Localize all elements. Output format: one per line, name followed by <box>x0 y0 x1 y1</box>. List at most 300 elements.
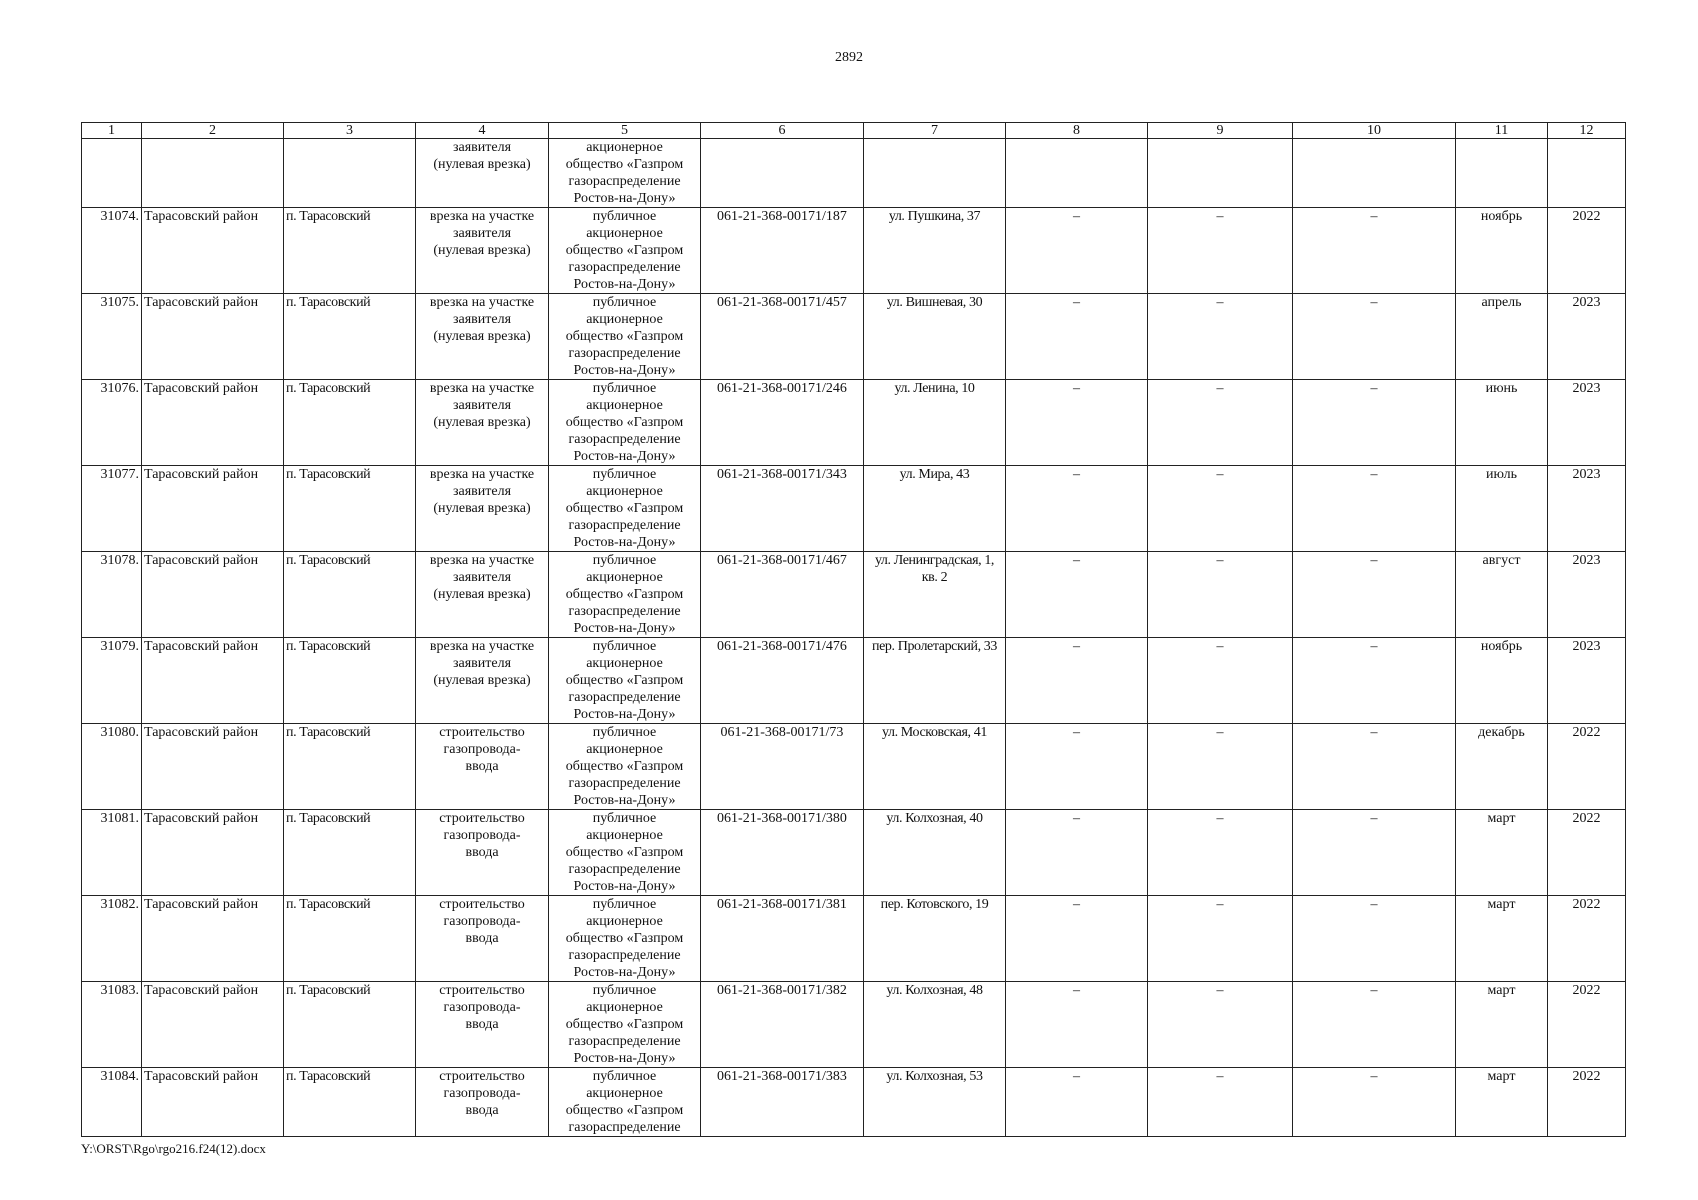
cell-col8-text: – <box>1073 639 1080 654</box>
cell-address <box>864 810 1006 896</box>
cell-number-text: 31083. <box>100 983 139 998</box>
cell-month-text: март <box>1487 1069 1516 1084</box>
cell-address <box>864 1068 1006 1137</box>
cell-col9-text: – <box>1216 983 1224 998</box>
cell-col8 <box>1006 810 1148 896</box>
cell-district <box>142 139 284 208</box>
cell-year <box>1548 896 1626 982</box>
table-row <box>82 1068 1626 1137</box>
table-row <box>82 294 1626 380</box>
cell-work-type <box>416 810 549 896</box>
cell-address-text: ул. Московская, 41 <box>882 725 987 740</box>
cell-number <box>82 982 142 1068</box>
cell-col10 <box>1293 466 1456 552</box>
cell-col9-text: – <box>1216 209 1224 224</box>
cell-col10 <box>1293 552 1456 638</box>
cell-operator <box>549 294 701 380</box>
cell-district <box>142 810 284 896</box>
cell-operator <box>549 466 701 552</box>
cell-col10 <box>1293 810 1456 896</box>
cell-col9 <box>1148 1068 1293 1137</box>
cell-work-type <box>416 139 549 208</box>
cell-month <box>1456 896 1548 982</box>
cell-month <box>1456 466 1548 552</box>
cell-work-type-text: строительство газопровода- ввода <box>439 725 525 774</box>
cell-col8 <box>1006 139 1148 208</box>
cell-col10 <box>1293 294 1456 380</box>
cell-col9-text: – <box>1216 553 1224 568</box>
cell-col9-text: – <box>1216 295 1224 310</box>
cell-work-type-text: строительство газопровода- ввода <box>439 1069 525 1118</box>
cell-month-text: март <box>1487 811 1516 826</box>
cell-code <box>701 1068 864 1137</box>
cell-operator-text: публичное акционерное общество «Газпром газораспределение <box>565 1069 684 1135</box>
cell-district-text: Тарасовский район <box>144 295 259 310</box>
cell-work-type-text: врезка на участке заявителя (нулевая врезка) <box>429 295 535 344</box>
cell-year-text: 2022 <box>1572 811 1601 826</box>
cell-col9 <box>1148 552 1293 638</box>
column-header: 9 <box>1148 123 1293 139</box>
cell-work-type-text: строительство газопровода- ввода <box>439 811 525 860</box>
cell-year-text: 2023 <box>1572 381 1601 396</box>
cell-number <box>82 380 142 466</box>
cell-code-text: 061-21-368-00171/380 <box>717 811 847 826</box>
cell-code <box>701 294 864 380</box>
column-header: 5 <box>549 123 701 139</box>
cell-code <box>701 896 864 982</box>
cell-district-text: Тарасовский район <box>144 1069 259 1084</box>
cell-col10-text: – <box>1370 639 1378 654</box>
cell-number <box>82 724 142 810</box>
cell-month <box>1456 208 1548 294</box>
cell-district-text: Тарасовский район <box>144 381 259 396</box>
cell-settlement-text: п. Тарасовский <box>286 639 371 654</box>
table-row <box>82 724 1626 810</box>
cell-operator-text: публичное акционерное общество «Газпром газораспределение Ростов-на-Дону» <box>565 209 684 292</box>
cell-col9-text: – <box>1216 811 1224 826</box>
cell-year-text: 2023 <box>1572 295 1601 310</box>
cell-month-text: ноябрь <box>1480 639 1523 654</box>
cell-work-type <box>416 380 549 466</box>
cell-code-text: 061-21-368-00171/73 <box>720 725 844 740</box>
footer-file-path: Y:\ORST\Rgo\rgo216.f24(12).docx <box>81 1141 266 1156</box>
cell-col8 <box>1006 208 1148 294</box>
table-row <box>82 208 1626 294</box>
cell-col9 <box>1148 810 1293 896</box>
column-header: 12 <box>1548 123 1626 139</box>
cell-code <box>701 552 864 638</box>
cell-address-text: ул. Мира, 43 <box>899 467 970 482</box>
cell-settlement-text: п. Тарасовский <box>286 553 371 568</box>
cell-col8-text: – <box>1073 1069 1080 1084</box>
cell-year-text: 2022 <box>1572 725 1601 740</box>
cell-work-type-text: врезка на участке заявителя (нулевая врезка) <box>429 381 535 430</box>
cell-year <box>1548 466 1626 552</box>
table-row <box>82 466 1626 552</box>
cell-operator-text: публичное акционерное общество «Газпром газораспределение Ростов-на-Дону» <box>565 897 684 980</box>
cell-district <box>142 896 284 982</box>
cell-code <box>701 810 864 896</box>
table-row <box>82 810 1626 896</box>
column-header: 6 <box>701 123 864 139</box>
page-number: 2892 <box>835 50 863 65</box>
cell-col10-text: – <box>1370 209 1378 224</box>
cell-col8 <box>1006 1068 1148 1137</box>
cell-address-text: ул. Колхозная, 40 <box>886 811 983 826</box>
cell-col10 <box>1293 638 1456 724</box>
cell-address-text: пер. Котовского, 19 <box>880 897 989 912</box>
cell-month-text: ноябрь <box>1480 209 1523 224</box>
column-header: 3 <box>284 123 416 139</box>
cell-work-type <box>416 208 549 294</box>
cell-address-text: ул. Ленина, 10 <box>894 381 975 396</box>
cell-settlement <box>284 810 416 896</box>
cell-district <box>142 552 284 638</box>
cell-operator-text: публичное акционерное общество «Газпром газораспределение Ростов-на-Дону» <box>565 553 684 636</box>
cell-year <box>1548 552 1626 638</box>
cell-year-text: 2023 <box>1572 639 1601 654</box>
cell-year-text: 2022 <box>1572 897 1601 912</box>
cell-operator <box>549 724 701 810</box>
cell-settlement <box>284 208 416 294</box>
cell-col8-text: – <box>1073 381 1080 396</box>
cell-work-type <box>416 724 549 810</box>
cell-month <box>1456 552 1548 638</box>
column-header: 7 <box>864 123 1006 139</box>
cell-col10-text: – <box>1370 295 1378 310</box>
cell-col8 <box>1006 982 1148 1068</box>
cell-number-text: 31078. <box>100 553 139 568</box>
table-row <box>82 638 1626 724</box>
cell-year-text: 2023 <box>1572 553 1601 568</box>
cell-address-text: ул. Ленинградская, 1, кв. 2 <box>874 553 995 585</box>
cell-number <box>82 208 142 294</box>
cell-settlement-text: п. Тарасовский <box>286 725 371 740</box>
cell-number-text: 31075. <box>100 295 139 310</box>
column-header: 2 <box>142 123 284 139</box>
cell-code-text: 061-21-368-00171/383 <box>717 1069 847 1084</box>
cell-col9 <box>1148 294 1293 380</box>
cell-code-text: 061-21-368-00171/457 <box>717 295 847 310</box>
cell-operator-text: публичное акционерное общество «Газпром газораспределение Ростов-на-Дону» <box>565 725 684 808</box>
cell-operator <box>549 380 701 466</box>
column-header: 4 <box>416 123 549 139</box>
cell-col8-text: – <box>1073 209 1080 224</box>
cell-district-text: Тарасовский район <box>144 467 259 482</box>
cell-month <box>1456 380 1548 466</box>
cell-code-text: 061-21-368-00171/467 <box>717 553 847 568</box>
cell-col8 <box>1006 380 1148 466</box>
cell-operator <box>549 896 701 982</box>
cell-year <box>1548 208 1626 294</box>
cell-year-text: 2022 <box>1572 983 1601 998</box>
cell-settlement-text: п. Тарасовский <box>286 983 371 998</box>
cell-col8-text: – <box>1073 897 1080 912</box>
cell-col10-text: – <box>1370 983 1378 998</box>
cell-col8-text: – <box>1073 983 1080 998</box>
cell-month <box>1456 294 1548 380</box>
cell-number-text: 31080. <box>100 725 139 740</box>
table-row <box>82 380 1626 466</box>
cell-col8-text: – <box>1073 295 1080 310</box>
cell-col10-text: – <box>1370 381 1378 396</box>
cell-year-text: 2022 <box>1572 1069 1601 1084</box>
cell-col8 <box>1006 638 1148 724</box>
cell-year <box>1548 139 1626 208</box>
cell-number <box>82 810 142 896</box>
cell-number-text: 31079. <box>100 639 139 654</box>
cell-code-text: 061-21-368-00171/382 <box>717 983 847 998</box>
cell-month-text: декабрь <box>1478 725 1525 740</box>
cell-settlement <box>284 1068 416 1137</box>
cell-month <box>1456 638 1548 724</box>
cell-settlement-text: п. Тарасовский <box>286 811 371 826</box>
cell-settlement-text: п. Тарасовский <box>286 381 371 396</box>
cell-month-text: июнь <box>1485 381 1518 396</box>
cell-code <box>701 139 864 208</box>
cell-col8 <box>1006 294 1148 380</box>
cell-address <box>864 139 1006 208</box>
cell-operator <box>549 810 701 896</box>
cell-operator-text: публичное акционерное общество «Газпром газораспределение Ростов-на-Дону» <box>565 381 684 464</box>
cell-operator-text: публичное акционерное общество «Газпром газораспределение Ростов-на-Дону» <box>565 983 684 1066</box>
cell-district-text: Тарасовский район <box>144 553 259 568</box>
cell-year-text: 2022 <box>1572 209 1601 224</box>
column-header: 8 <box>1006 123 1148 139</box>
cell-col10 <box>1293 982 1456 1068</box>
cell-settlement-text: п. Тарасовский <box>286 897 371 912</box>
cell-district <box>142 724 284 810</box>
column-header: 11 <box>1456 123 1548 139</box>
cell-code-text: 061-21-368-00171/187 <box>717 209 847 224</box>
cell-number <box>82 1068 142 1137</box>
cell-col10-text: – <box>1370 553 1378 568</box>
cell-number <box>82 294 142 380</box>
cell-operator-text: публичное акционерное общество «Газпром газораспределение Ростов-на-Дону» <box>565 295 684 378</box>
column-header: 1 <box>82 123 142 139</box>
cell-work-type <box>416 982 549 1068</box>
table-row-continuation <box>82 139 1626 208</box>
cell-col9-text: – <box>1216 1069 1224 1084</box>
cell-operator-text: публичное акционерное общество «Газпром газораспределение Ростов-на-Дону» <box>565 639 684 722</box>
cell-month-text: июль <box>1486 467 1517 482</box>
cell-col9-text: – <box>1216 639 1224 654</box>
cell-settlement <box>284 982 416 1068</box>
cell-year <box>1548 982 1626 1068</box>
cell-number-text: 31081. <box>100 811 139 826</box>
cell-col9-text: – <box>1216 381 1224 396</box>
table-row <box>82 896 1626 982</box>
cell-settlement <box>284 638 416 724</box>
work-type-text: заявителя (нулевая врезка) <box>433 140 531 172</box>
cell-address <box>864 724 1006 810</box>
cell-month <box>1456 139 1548 208</box>
cell-year <box>1548 1068 1626 1137</box>
cell-year <box>1548 294 1626 380</box>
cell-district <box>142 982 284 1068</box>
cell-number <box>82 466 142 552</box>
cell-number-text: 31082. <box>100 897 139 912</box>
cell-district <box>142 208 284 294</box>
cell-address-text: пер. Пролетарский, 33 <box>872 639 997 654</box>
cell-district-text: Тарасовский район <box>144 983 259 998</box>
cell-work-type-text: врезка на участке заявителя (нулевая врезка) <box>429 553 535 602</box>
cell-number <box>82 139 142 208</box>
cell-col9 <box>1148 982 1293 1068</box>
table-row <box>82 982 1626 1068</box>
cell-work-type <box>416 552 549 638</box>
cell-month <box>1456 982 1548 1068</box>
cell-year <box>1548 810 1626 896</box>
cell-number-text: 31076. <box>100 381 139 396</box>
cell-work-type <box>416 466 549 552</box>
cell-district-text: Тарасовский район <box>144 209 259 224</box>
cell-district <box>142 638 284 724</box>
cell-settlement <box>284 139 416 208</box>
cell-code-text: 061-21-368-00171/476 <box>717 639 847 654</box>
cell-number <box>82 552 142 638</box>
cell-code <box>701 982 864 1068</box>
cell-code <box>701 724 864 810</box>
cell-address <box>864 208 1006 294</box>
cell-work-type <box>416 1068 549 1137</box>
cell-col10-text: – <box>1370 1069 1378 1084</box>
cell-col10 <box>1293 896 1456 982</box>
cell-operator-text: публичное акционерное общество «Газпром газораспределение Ростов-на-Дону» <box>565 467 684 550</box>
cell-col9 <box>1148 139 1293 208</box>
cell-col9-text: – <box>1216 725 1224 740</box>
cell-month-text: март <box>1487 983 1516 998</box>
cell-district-text: Тарасовский район <box>144 639 259 654</box>
cell-address <box>864 638 1006 724</box>
cell-settlement <box>284 466 416 552</box>
cell-number <box>82 896 142 982</box>
cell-address-text: ул. Пушкина, 37 <box>888 209 981 224</box>
cell-col10-text: – <box>1370 725 1378 740</box>
cell-settlement <box>284 552 416 638</box>
operator-text: акционерное общество «Газпром газораспределение Ростов-на-Дону» <box>565 140 684 206</box>
cell-code <box>701 466 864 552</box>
column-number-row <box>82 123 1626 139</box>
cell-code <box>701 380 864 466</box>
cell-number-text: 31077. <box>100 467 139 482</box>
cell-col8 <box>1006 724 1148 810</box>
cell-work-type <box>416 294 549 380</box>
cell-operator <box>549 1068 701 1137</box>
cell-work-type <box>416 638 549 724</box>
cell-district <box>142 466 284 552</box>
cell-month-text: март <box>1487 897 1516 912</box>
cell-district <box>142 380 284 466</box>
cell-col9 <box>1148 380 1293 466</box>
cell-settlement-text: п. Тарасовский <box>286 467 371 482</box>
cell-address <box>864 294 1006 380</box>
cell-year <box>1548 380 1626 466</box>
cell-work-type-text: врезка на участке заявителя (нулевая врезка) <box>429 639 535 688</box>
cell-operator <box>549 552 701 638</box>
column-header: 10 <box>1293 123 1456 139</box>
cell-col9 <box>1148 466 1293 552</box>
cell-settlement-text: п. Тарасовский <box>286 209 371 224</box>
cell-address-text: ул. Колхозная, 53 <box>886 1069 983 1084</box>
cell-month-text: апрель <box>1481 295 1522 310</box>
cell-col10 <box>1293 208 1456 294</box>
cell-col8-text: – <box>1073 553 1080 568</box>
cell-operator-text: публичное акционерное общество «Газпром газораспределение Ростов-на-Дону» <box>565 811 684 894</box>
cell-operator <box>549 208 701 294</box>
cell-year-text: 2023 <box>1572 467 1601 482</box>
cell-address <box>864 982 1006 1068</box>
table-row <box>82 552 1626 638</box>
cell-district <box>142 294 284 380</box>
cell-col10 <box>1293 1068 1456 1137</box>
cell-address <box>864 896 1006 982</box>
cell-settlement <box>284 294 416 380</box>
cell-col9 <box>1148 896 1293 982</box>
cell-code-text: 061-21-368-00171/343 <box>717 467 847 482</box>
cell-district-text: Тарасовский район <box>144 811 259 826</box>
cell-col10 <box>1293 139 1456 208</box>
cell-district <box>142 1068 284 1137</box>
cell-operator <box>549 982 701 1068</box>
cell-col8-text: – <box>1073 811 1080 826</box>
cell-settlement-text: п. Тарасовский <box>286 295 371 310</box>
cell-year <box>1548 724 1626 810</box>
cell-operator <box>549 638 701 724</box>
cell-address-text: ул. Вишневая, 30 <box>886 295 983 310</box>
cell-col9 <box>1148 208 1293 294</box>
cell-col8 <box>1006 466 1148 552</box>
cell-col9-text: – <box>1216 897 1224 912</box>
cell-col9-text: – <box>1216 467 1224 482</box>
cell-code-text: 061-21-368-00171/246 <box>717 381 847 396</box>
cell-month <box>1456 724 1548 810</box>
cell-work-type-text: врезка на участке заявителя (нулевая врезка) <box>429 467 535 516</box>
cell-month <box>1456 1068 1548 1137</box>
cell-address <box>864 380 1006 466</box>
cell-code <box>701 638 864 724</box>
cell-work-type-text: строительство газопровода- ввода <box>439 897 525 946</box>
cell-work-type <box>416 896 549 982</box>
cell-code-text: 061-21-368-00171/381 <box>717 897 847 912</box>
cell-col8-text: – <box>1073 725 1080 740</box>
cell-col8 <box>1006 552 1148 638</box>
cell-col10 <box>1293 380 1456 466</box>
cell-col9 <box>1148 638 1293 724</box>
cell-col8 <box>1006 896 1148 982</box>
cell-col10-text: – <box>1370 467 1378 482</box>
cell-year <box>1548 638 1626 724</box>
cell-month-text: август <box>1482 553 1521 568</box>
cell-settlement <box>284 724 416 810</box>
cell-col9 <box>1148 724 1293 810</box>
cell-month <box>1456 810 1548 896</box>
cell-address-text: ул. Колхозная, 48 <box>886 983 983 998</box>
cell-settlement <box>284 896 416 982</box>
cell-col8-text: – <box>1073 467 1080 482</box>
cell-work-type-text: строительство газопровода- ввода <box>439 983 525 1032</box>
cell-operator <box>549 139 701 208</box>
cell-number <box>82 638 142 724</box>
cell-district-text: Тарасовский район <box>144 725 259 740</box>
cell-code <box>701 208 864 294</box>
cell-col10-text: – <box>1370 811 1378 826</box>
cell-settlement-text: п. Тарасовский <box>286 1069 371 1084</box>
cell-work-type-text: врезка на участке заявителя (нулевая врезка) <box>429 209 535 258</box>
cell-settlement <box>284 380 416 466</box>
cell-number-text: 31084. <box>100 1069 139 1084</box>
cell-number-text: 31074. <box>100 209 139 224</box>
